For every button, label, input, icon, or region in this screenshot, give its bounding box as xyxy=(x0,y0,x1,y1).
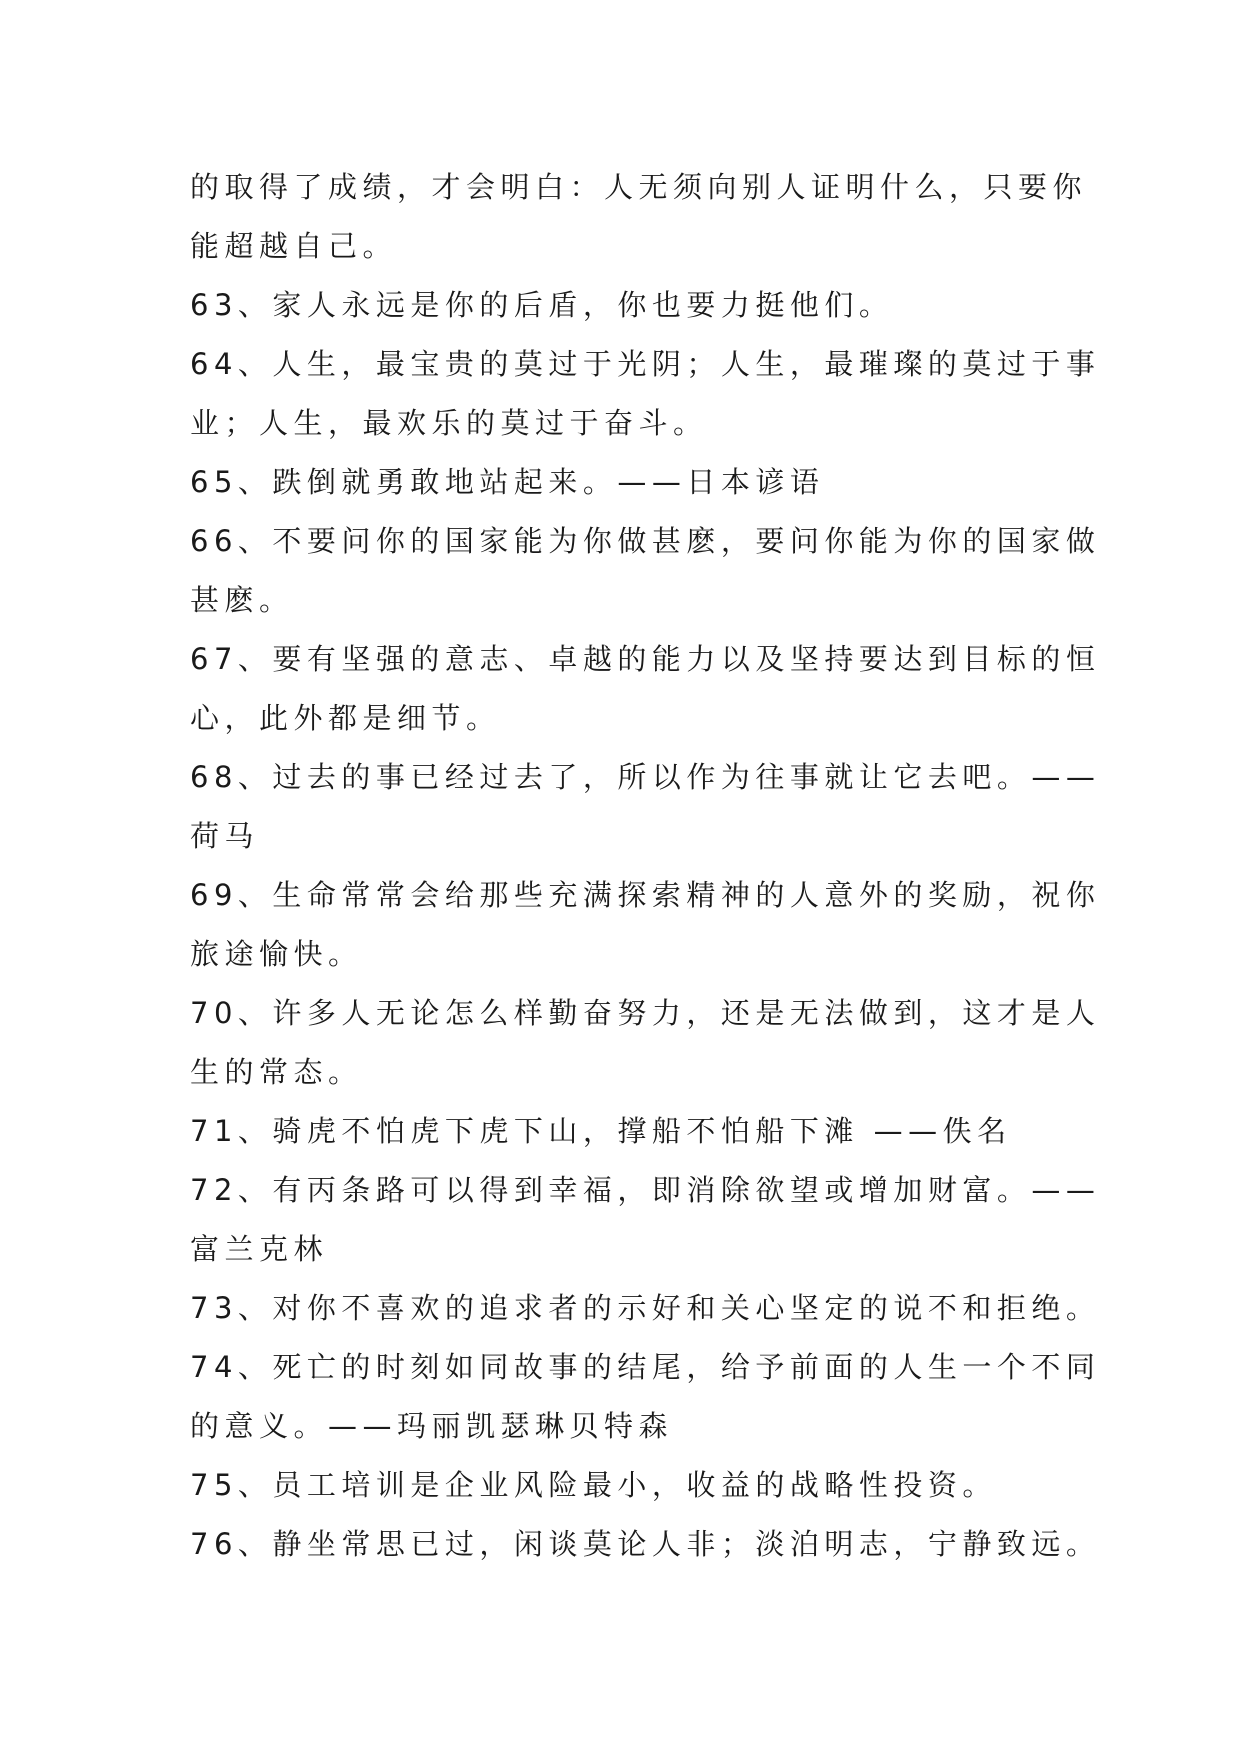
quote-66: 66、不要问你的国家能为你做甚麽，要问你能为你的国家做 xyxy=(190,524,1101,558)
quote-70: 70、许多人无论怎么样勤奋努力，还是无法做到，这才是人 xyxy=(190,996,1101,1030)
text-line: 的取得了成绩，才会明白：人无须向别人证明什么，只要你 xyxy=(190,170,1088,204)
text-line: 荷马 xyxy=(190,819,260,853)
quote-64: 64、人生，最宝贵的莫过于光阴；人生，最璀璨的莫过于事 xyxy=(190,347,1101,381)
quote-63: 63、家人永远是你的后盾，你也要力挺他们。 xyxy=(190,288,894,322)
text-line: 能超越自己。 xyxy=(190,229,398,263)
quote-list xyxy=(190,158,1101,1574)
text-line: 的意义。——玛丽凯瑟琳贝特森 xyxy=(190,1409,674,1443)
text-line: 甚麽。 xyxy=(190,583,294,617)
text-line: 心，此外都是细节。 xyxy=(190,701,501,735)
quote-74: 74、死亡的时刻如同故事的结尾，给予前面的人生一个不同 xyxy=(190,1350,1101,1384)
quote-76: 76、静坐常思已过，闲谈莫论人非；淡泊明志，宁静致远。 xyxy=(190,1527,1101,1561)
text-line: 富兰克林 xyxy=(190,1232,329,1266)
text-line: 旅途愉快。 xyxy=(190,937,363,971)
quote-72: 72、有丙条路可以得到幸福，即消除欲望或增加财富。—— xyxy=(190,1173,1101,1207)
quote-67: 67、要有坚强的意志、卓越的能力以及坚持要达到目标的恒 xyxy=(190,642,1101,676)
quote-69: 69、生命常常会给那些充满探索精神的人意外的奖励，祝你 xyxy=(190,878,1101,912)
quote-75: 75、员工培训是企业风险最小，收益的战略性投资。 xyxy=(190,1468,997,1502)
quote-65: 65、跌倒就勇敢地站起来。——日本谚语 xyxy=(190,465,825,499)
text-line: 业；人生，最欢乐的莫过于奋斗。 xyxy=(190,406,708,440)
quote-71: 71、骑虎不怕虎下虎下山，撑船不怕船下滩 ——佚名 xyxy=(190,1114,1012,1148)
quote-68: 68、过去的事已经过去了，所以作为往事就让它去吧。—— xyxy=(190,760,1101,794)
text-line: 生的常态。 xyxy=(190,1055,363,1089)
quote-73: 73、对你不喜欢的追求者的示好和关心坚定的说不和拒绝。 xyxy=(190,1291,1101,1325)
